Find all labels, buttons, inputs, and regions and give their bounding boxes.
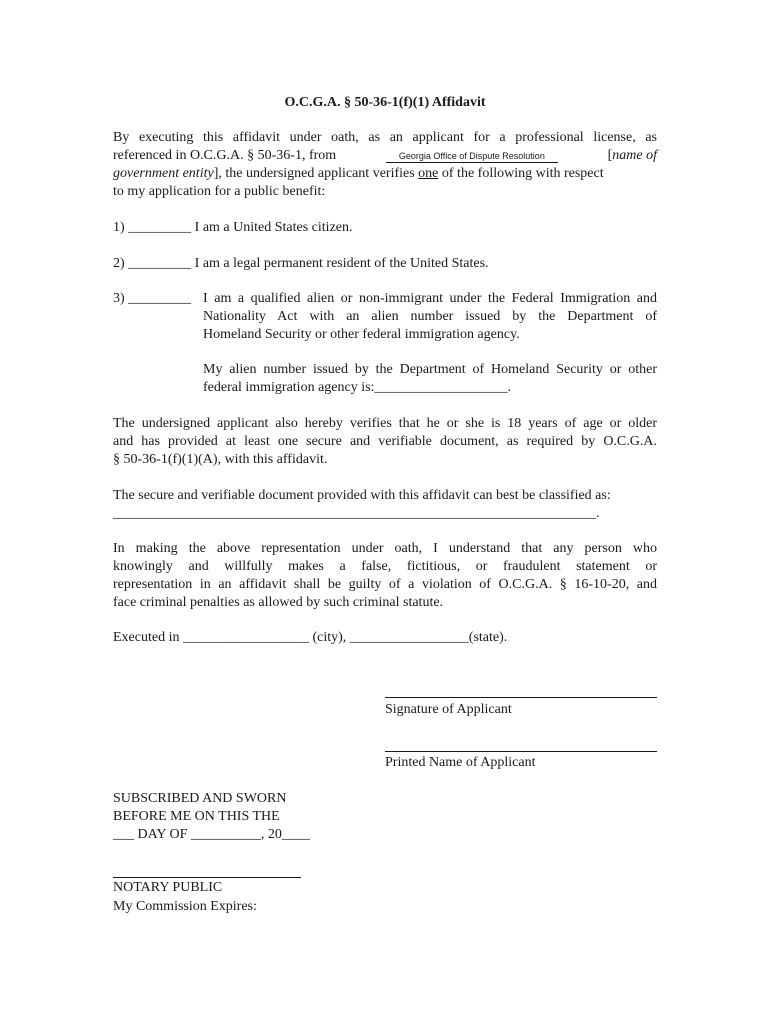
document-line-1: The secure and verifiable document provided with this affidavit can best be classified as:	[113, 488, 611, 503]
oath-line-4: face criminal penalties as allowed by such criminal statute.	[113, 595, 444, 610]
option-3-line-3: Homeland Security or other federal immigration agency.	[203, 327, 520, 342]
age-line-1: The undersigned applicant also hereby verifies that he or she is 18 years of age or older	[113, 416, 657, 431]
option-permanent-resident[interactable]: 2) _________ I am a legal permanent resident of the United States.	[113, 256, 489, 271]
alien-number-line-1: My alien number issued by the Department of Homeland Security or other	[203, 362, 657, 377]
notary-line-1: SUBSCRIBED AND SWORN	[113, 791, 287, 806]
option-qualified-alien[interactable]: 3) _________	[113, 291, 192, 306]
notary-date-field[interactable]: ___ DAY OF __________, 20____	[113, 827, 310, 842]
page-title: O.C.G.A. § 50-36-1(f)(1) Affidavit	[284, 95, 486, 110]
option-3-line-1: I am a qualified alien or non-immigrant under the Federal Immigration and	[203, 291, 657, 306]
notary-signature-line[interactable]	[113, 877, 301, 878]
option-citizen[interactable]: 1) _________ I am a United States citizen.	[113, 220, 353, 235]
printed-name-label: Printed Name of Applicant	[385, 755, 536, 770]
intro-line-2	[113, 147, 657, 165]
signature-line[interactable]	[385, 697, 657, 698]
notary-public-label: NOTARY PUBLIC	[113, 880, 223, 895]
government-entity-field[interactable]: Georgia Office of Dispute Resolution	[386, 151, 558, 163]
age-line-3: § 50-36-1(f)(1)(A), with this affidavit.	[113, 452, 328, 467]
signature-label: Signature of Applicant	[385, 702, 512, 717]
alien-number-field[interactable]: federal immigration agency is:___________________.	[203, 380, 511, 395]
intro-text: referenced in O.C.G.A. § 50-36-1, from	[113, 148, 337, 163]
document-class-field[interactable]: _____________________________________________________________________.	[113, 506, 600, 521]
age-line-2: and has provided at least one secure and verifiable document, as required by O.C.G.A.	[113, 434, 657, 449]
oath-line-2: knowingly and willfully makes a false, fictitious, or fraudulent statement or	[113, 559, 657, 574]
notary-line-2: BEFORE ME ON THIS THE	[113, 809, 280, 824]
intro-text: government entity], the undersigned applicant verifies one of the following with respect	[113, 166, 604, 181]
executed-location-field[interactable]: Executed in __________________ (city), _________________(state).	[113, 630, 508, 645]
oath-line-1: In making the above representation under oath, I understand that any person who	[113, 541, 657, 556]
commission-expires-label: My Commission Expires:	[113, 899, 257, 914]
intro-line-3	[113, 165, 657, 183]
intro-line-4: to my application for a public benefit:	[113, 184, 326, 199]
printed-name-line[interactable]	[385, 751, 657, 752]
intro-line-1: By executing this affidavit under oath, as an applicant for a professional license, as	[113, 130, 657, 145]
intro-text: [name of	[607, 148, 657, 163]
oath-line-3: representation in an affidavit shall be guilty of a violation of O.C.G.A. § 16-10-20, and	[113, 577, 657, 592]
option-3-line-2: Nationality Act with an alien number issued by the Department of	[203, 309, 657, 324]
